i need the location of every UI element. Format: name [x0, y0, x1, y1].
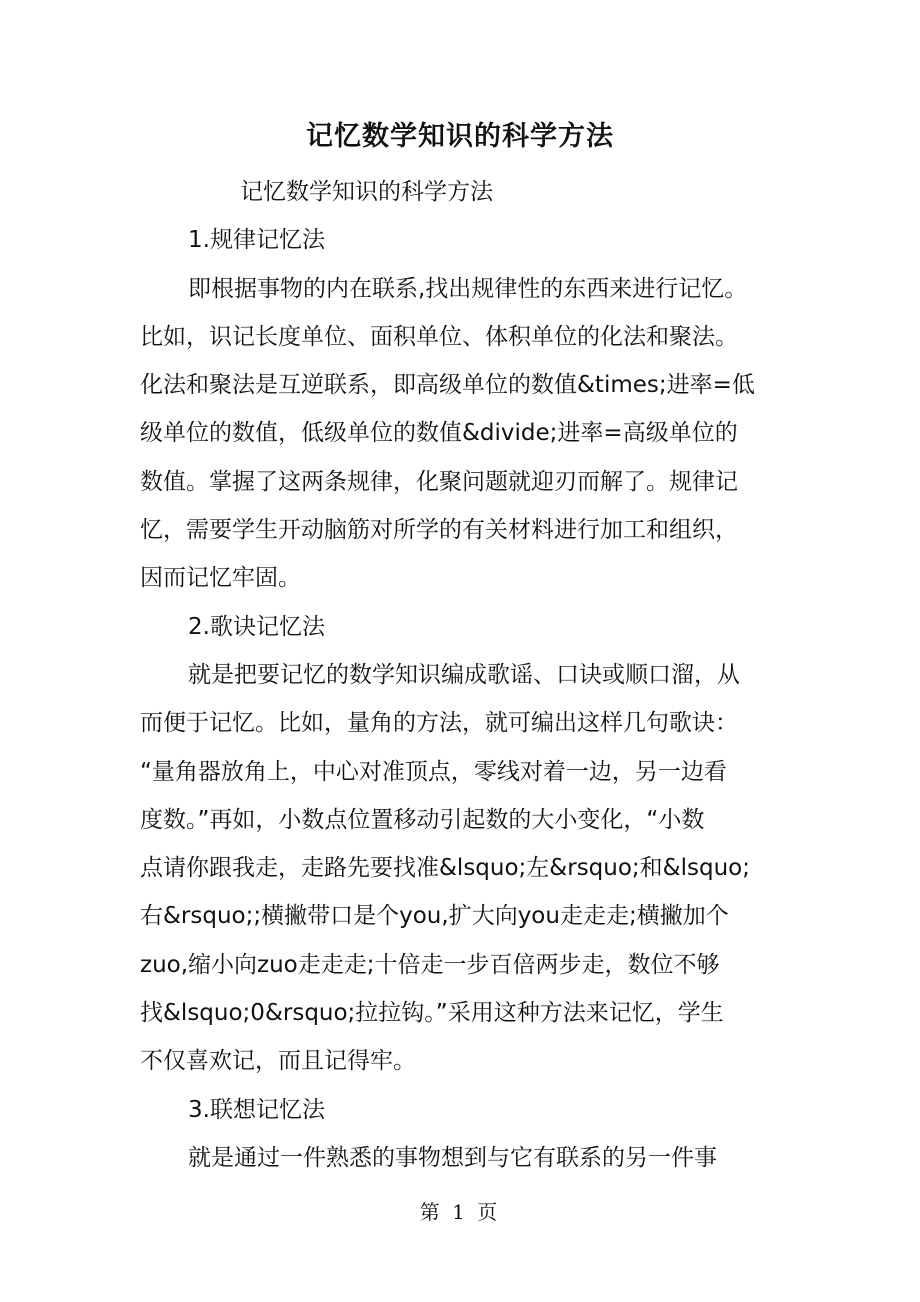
paragraph-line: 因而记忆牢固。	[140, 565, 301, 592]
paragraph-line: 不仅喜欢记，而且记得牢。	[140, 1048, 416, 1075]
section-heading-3: 3.联想记忆法	[188, 1096, 325, 1123]
page-number: 第 1 页	[419, 1200, 501, 1224]
paragraph-line: 化法和聚法是互逆联系，即高级单位的数值&times;进率=低	[140, 372, 755, 399]
section-heading-2: 2.歌诀记忆法	[188, 613, 325, 640]
paragraph-line: 忆，需要学生开动脑筋对所学的有关材料进行加工和组织，	[140, 517, 738, 544]
section-heading-1: 1.规律记忆法	[188, 227, 325, 254]
paragraph-line: 右&rsquo;;横撇带口是个you,扩大向you走走走;横撇加个	[140, 903, 729, 930]
paragraph-line: 比如，识记长度单位、面积单位、体积单位的化法和聚法。	[140, 323, 738, 350]
paragraph-line: 就是通过一件熟悉的事物想到与它有联系的另一件事	[188, 1144, 717, 1171]
document-subtitle: 记忆数学知识的科学方法	[240, 179, 493, 205]
document-title: 记忆数学知识的科学方法	[306, 121, 614, 152]
paragraph-line: 而便于记忆。比如，量角的方法，就可编出这样几句歌诀：	[140, 710, 738, 737]
paragraph-line: 就是把要记忆的数学知识编成歌谣、口诀或顺口溜，从	[188, 661, 740, 688]
paragraph-line: 找&lsquo;0&rsquo;拉拉钩。”采用这种方法来记忆，学生	[140, 1000, 724, 1027]
paragraph-line: 级单位的数值，低级单位的数值&divide;进率=高级单位的	[140, 420, 738, 447]
paragraph-line: zuo,缩小向zuo走走走;十倍走一步百倍两步走，数位不够	[140, 951, 720, 978]
paragraph-line: 即根据事物的内在联系,找出规律性的东西来进行记忆。	[188, 275, 748, 302]
paragraph-line: 数值。掌握了这两条规律，化聚问题就迎刃而解了。规律记	[140, 468, 738, 495]
document-body	[140, 168, 800, 1182]
paragraph-line: 点请你跟我走，走路先要找准&lsquo;左&rsquo;和&lsquo;	[140, 855, 750, 882]
paragraph-line: “量角器放角上，中心对准顶点，零线对着一边，另一边看	[140, 758, 727, 785]
paragraph-line: 度数。”再如，小数点位置移动引起数的大小变化，“小数	[140, 806, 705, 833]
